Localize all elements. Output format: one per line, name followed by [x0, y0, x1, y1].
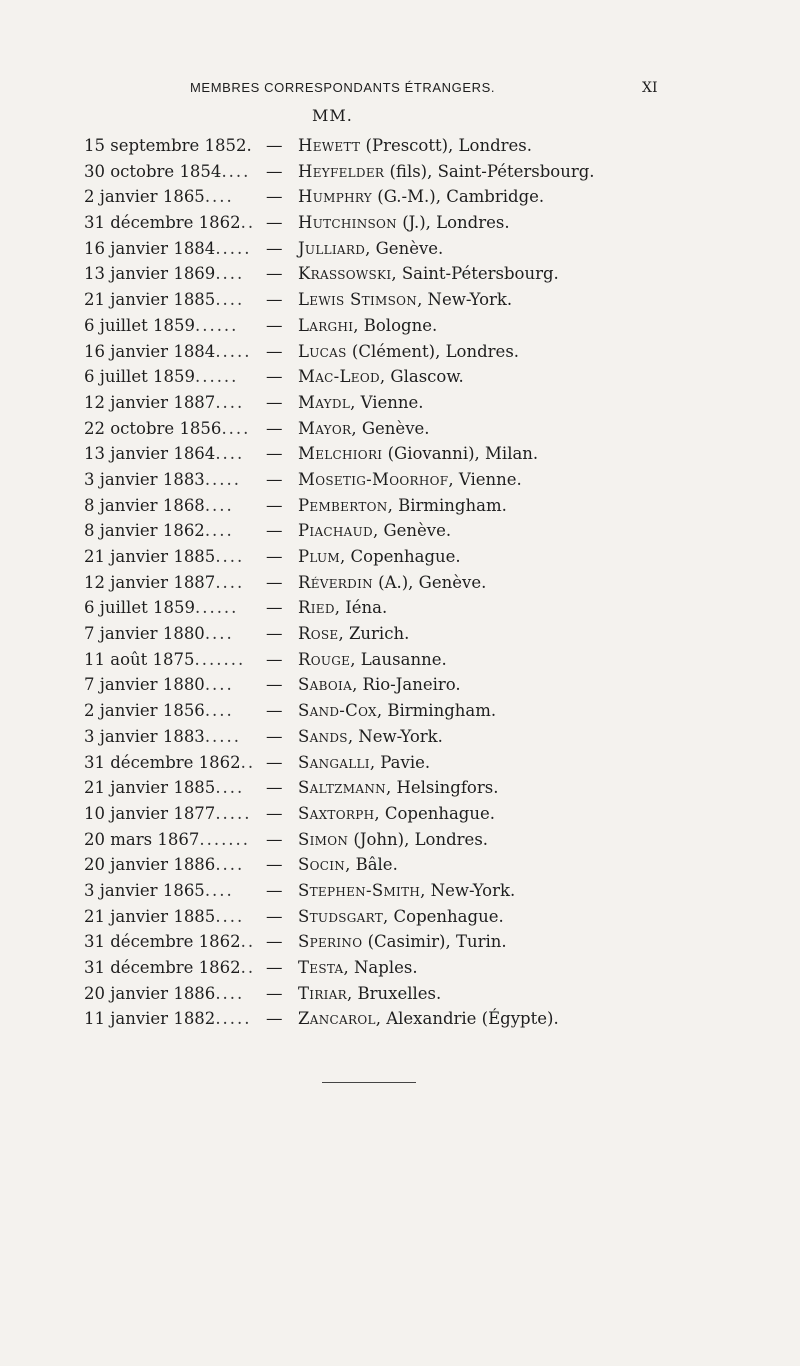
dot-leader: .... [221, 161, 251, 181]
member-details: , Copenhague. [340, 547, 461, 566]
election-date [84, 213, 259, 232]
member-surname: Mayor [298, 418, 352, 438]
election-date [84, 496, 259, 515]
dot-leader: ..... [215, 341, 252, 361]
member-name [298, 701, 496, 720]
dot-leader: .. [240, 752, 256, 772]
member-name [298, 419, 430, 438]
member-details: , Bâle. [345, 855, 398, 875]
election-date [84, 984, 259, 1003]
election-date [84, 778, 259, 797]
member-details: , Birmingham. [387, 495, 507, 515]
election-date-text: 10 janvier 1877 [84, 803, 216, 823]
em-dash: — [266, 752, 283, 772]
election-date [84, 830, 259, 849]
election-date-text: 2 janvier 1856 [84, 701, 205, 721]
member-entry [0, 932, 800, 958]
dot-leader: .... [215, 983, 245, 1003]
election-date-text: 13 janvier 1864 [84, 444, 216, 464]
member-surname: Saxtorph [298, 803, 375, 823]
em-dash: — [266, 701, 283, 721]
election-date [84, 521, 259, 540]
em-dash: — [266, 572, 283, 592]
member-details: (A.), Genève. [372, 572, 487, 592]
dot-leader: ..... [204, 726, 242, 746]
member-details: , Naples. [343, 958, 418, 977]
em-dash: — [266, 778, 283, 798]
member-name [298, 804, 495, 823]
member-surname: Julliard [298, 238, 366, 258]
member-entry [0, 239, 800, 265]
member-name [298, 984, 441, 1003]
dot-leader: .... [204, 880, 234, 900]
member-name [298, 316, 437, 335]
member-details: , Copenhague. [374, 803, 496, 823]
dot-leader: .. [240, 958, 256, 977]
member-entry [0, 444, 800, 470]
dot-leader: .... [215, 392, 245, 412]
election-date-text: 6 juillet 1859 [84, 598, 195, 618]
election-date [84, 239, 259, 258]
member-entry [0, 342, 800, 368]
member-name [298, 264, 559, 283]
member-details: , Pavie. [369, 752, 431, 772]
member-name [298, 650, 447, 669]
member-entry [0, 367, 800, 393]
dot-leader: ...... [194, 367, 239, 387]
election-date [84, 187, 259, 206]
member-details: (fils), Saint-Pétersbourg. [384, 161, 595, 181]
member-entry [0, 881, 800, 907]
member-details: , Genève. [351, 418, 430, 438]
member-details: , Helsingfors. [385, 778, 499, 798]
member-entry [0, 675, 800, 701]
member-details: , Copenhague. [383, 906, 504, 926]
dot-leader: .... [215, 444, 245, 464]
member-surname: Hutchinson [298, 213, 397, 233]
election-date [84, 598, 259, 617]
member-surname: Piachaud [298, 521, 373, 541]
em-dash: — [266, 803, 283, 823]
member-entry [0, 290, 800, 316]
em-dash: — [266, 1009, 283, 1029]
election-date [84, 804, 259, 823]
member-entry [0, 136, 800, 162]
member-details: , Vienne. [448, 469, 522, 489]
member-name [298, 290, 512, 309]
dot-leader: .... [215, 290, 245, 310]
em-dash: — [266, 726, 283, 746]
election-date-text: 12 janvier 1887 [84, 392, 216, 412]
election-date [84, 907, 259, 926]
member-name [298, 907, 504, 926]
member-details: , Bologne. [353, 315, 438, 335]
em-dash: — [266, 444, 283, 464]
election-date [84, 393, 259, 412]
member-details: (Casimir), Turin. [362, 932, 507, 952]
member-surname: Ried [298, 598, 335, 618]
member-details: , Saint-Pétersbourg. [391, 264, 559, 284]
dot-leader: ....... [199, 829, 251, 849]
member-entry [0, 547, 800, 573]
member-surname: Tiriar [298, 983, 348, 1003]
member-details: (Clément), Londres. [346, 341, 520, 361]
member-entry [0, 419, 800, 445]
member-surname: Melchiori [298, 444, 383, 464]
member-surname: Lewis Stimson [298, 290, 418, 310]
election-date [84, 650, 259, 669]
dot-leader: .... [204, 624, 234, 644]
election-date-text: 21 janvier 1885 [84, 290, 216, 310]
member-surname: Mosetig-Moorhof [298, 469, 449, 489]
member-name [298, 753, 430, 772]
em-dash: — [266, 958, 283, 977]
member-entry [0, 316, 800, 342]
member-surname: Stephen-Smith [298, 880, 421, 900]
running-header [0, 80, 800, 100]
em-dash: — [266, 906, 283, 926]
em-dash: — [266, 880, 283, 900]
em-dash: — [266, 983, 283, 1003]
member-name [298, 470, 522, 489]
election-date [84, 290, 259, 309]
member-entry [0, 393, 800, 419]
dot-leader: .... [204, 521, 234, 541]
member-surname: Zancarol [298, 1009, 376, 1029]
em-dash: — [266, 418, 283, 438]
member-entry [0, 701, 800, 727]
election-date [84, 855, 259, 874]
member-surname: Humphry [298, 187, 373, 207]
member-name [298, 239, 443, 258]
dot-leader: ...... [194, 315, 239, 335]
member-surname: Maydl [298, 392, 351, 412]
em-dash: — [266, 264, 283, 284]
dot-leader: .... [215, 547, 245, 566]
member-surname: Socin [298, 855, 346, 875]
member-name [298, 547, 461, 566]
member-name [298, 162, 595, 181]
member-name [298, 598, 387, 617]
election-date [84, 1009, 259, 1028]
member-name [298, 521, 451, 540]
election-date-text: 20 mars 1867 [84, 829, 200, 849]
member-entry [0, 187, 800, 213]
member-entry [0, 753, 800, 779]
election-date [84, 573, 259, 592]
member-surname: Simon [298, 829, 349, 849]
member-entry [0, 855, 800, 881]
election-date-text: 12 janvier 1887 [84, 572, 216, 592]
member-surname: Sangalli [298, 752, 370, 772]
member-surname: Studsgart [298, 906, 384, 926]
election-date [84, 342, 259, 361]
member-surname: Lucas [298, 341, 347, 361]
member-details: , Zurich. [338, 624, 410, 644]
member-name [298, 573, 486, 592]
election-date-text: 31 décembre 1862 [84, 958, 241, 977]
member-entry [0, 907, 800, 933]
em-dash: — [266, 855, 283, 875]
member-entry [0, 804, 800, 830]
member-name [298, 136, 532, 155]
member-name [298, 958, 418, 977]
em-dash: — [266, 624, 283, 644]
em-dash: — [266, 675, 283, 695]
member-name [298, 675, 461, 694]
election-date [84, 162, 259, 181]
election-date-text: 11 janvier 1882 [84, 1009, 216, 1029]
election-date [84, 444, 259, 463]
election-date-text: 21 janvier 1885 [84, 778, 216, 798]
dot-leader: .... [215, 264, 245, 284]
election-date [84, 367, 259, 386]
em-dash: — [266, 829, 283, 849]
election-date [84, 470, 259, 489]
election-date [84, 547, 259, 566]
member-entry [0, 624, 800, 650]
em-dash: — [266, 547, 283, 566]
member-surname: Hewett [298, 136, 361, 155]
member-details: , Bruxelles. [347, 983, 442, 1003]
election-date [84, 881, 259, 900]
election-date [84, 701, 259, 720]
member-details: , Glascow. [379, 367, 464, 387]
member-surname: Krassowski [298, 264, 392, 284]
member-surname: Réverdin [298, 572, 373, 592]
member-entry [0, 1009, 800, 1035]
dot-leader: .... [204, 187, 234, 207]
member-entry [0, 573, 800, 599]
closing-rule [322, 1082, 416, 1083]
member-list [0, 136, 800, 1035]
election-date [84, 753, 259, 772]
member-surname: Sand-Cox [298, 701, 377, 721]
member-name [298, 932, 507, 951]
member-surname: Sands [298, 726, 348, 746]
dot-leader: .. [240, 932, 256, 952]
election-date-text: 31 décembre 1862 [84, 932, 241, 952]
em-dash: — [266, 598, 283, 618]
em-dash: — [266, 187, 283, 207]
dot-leader: .... [221, 418, 251, 438]
member-name [298, 342, 519, 361]
election-date-text: 8 janvier 1862 [84, 521, 205, 541]
dot-leader: .... [215, 572, 245, 592]
member-name [298, 367, 464, 386]
election-date [84, 958, 259, 977]
election-date [84, 136, 259, 155]
member-surname: Larghi [298, 315, 354, 335]
member-name [298, 444, 538, 463]
election-date-text: 15 septembre 1852. [84, 136, 252, 155]
dot-leader: .... [204, 675, 234, 695]
member-name [298, 624, 409, 643]
election-date [84, 932, 259, 951]
member-surname: Saltzmann [298, 778, 386, 798]
election-date-text: 2 janvier 1865 [84, 187, 205, 207]
em-dash: — [266, 136, 283, 155]
member-surname: Plum [298, 547, 341, 566]
member-surname: Rouge [298, 649, 351, 669]
salutation: MM. [312, 106, 353, 125]
member-details: , Birmingham. [376, 701, 497, 721]
member-entry [0, 470, 800, 496]
member-details: , New-York. [347, 726, 443, 746]
member-surname: Testa [298, 958, 344, 977]
election-date-text: 6 juillet 1859 [84, 367, 195, 387]
em-dash: — [266, 238, 283, 258]
em-dash: — [266, 161, 283, 181]
member-details: , Genève. [372, 521, 452, 541]
member-details: , Vienne. [350, 392, 424, 412]
dot-leader: ..... [215, 803, 252, 823]
member-details: , Rio-Janeiro. [352, 675, 461, 695]
member-name [298, 496, 507, 515]
election-date [84, 264, 259, 283]
member-surname: Saboia [298, 675, 353, 695]
member-name [298, 1009, 559, 1028]
dot-leader: ....... [194, 649, 246, 669]
election-date-text: 3 janvier 1883 [84, 726, 205, 746]
dot-leader: .... [204, 701, 234, 721]
member-details: (J.), Londres. [396, 213, 510, 233]
em-dash: — [266, 469, 283, 489]
election-date-text: 16 janvier 1884 [84, 238, 216, 258]
dot-leader: ..... [215, 238, 252, 258]
member-name [298, 187, 544, 206]
member-surname: Mac-Leod [298, 367, 380, 387]
member-entry [0, 778, 800, 804]
election-date-text: 7 janvier 1880 [84, 624, 205, 644]
dot-leader: ..... [204, 469, 242, 489]
election-date-text: 22 octobre 1856 [84, 418, 222, 438]
member-entry [0, 521, 800, 547]
member-entry [0, 958, 800, 984]
member-details: (G.-M.), Cambridge. [372, 187, 545, 207]
election-date-text: 3 janvier 1865 [84, 880, 205, 900]
election-date [84, 316, 259, 335]
election-date-text: 8 janvier 1868 [84, 495, 205, 515]
member-details: , Iéna. [334, 598, 388, 618]
election-date [84, 624, 259, 643]
election-date-text: 7 janvier 1880 [84, 675, 205, 695]
member-name [298, 393, 424, 412]
member-surname: Rose [298, 624, 339, 644]
election-date-text: 11 août 1875 [84, 649, 195, 669]
dot-leader: .. [240, 213, 256, 233]
member-entry [0, 830, 800, 856]
dot-leader: .... [215, 855, 245, 875]
member-entry [0, 984, 800, 1010]
member-name [298, 213, 510, 232]
election-date-text: 16 janvier 1884 [84, 341, 216, 361]
page-number: XI [642, 80, 658, 96]
em-dash: — [266, 392, 283, 412]
dot-leader: ...... [194, 598, 239, 618]
member-entry [0, 496, 800, 522]
member-surname: Sperino [298, 932, 363, 952]
election-date-text: 6 juillet 1859 [84, 315, 195, 335]
member-entry [0, 162, 800, 188]
member-name [298, 778, 498, 797]
member-details: (John), Londres. [348, 829, 489, 849]
member-entry [0, 650, 800, 676]
member-entry [0, 213, 800, 239]
member-name [298, 830, 488, 849]
member-details: , Lausanne. [350, 649, 447, 669]
election-date-text: 21 janvier 1885 [84, 547, 216, 566]
em-dash: — [266, 341, 283, 361]
election-date [84, 419, 259, 438]
em-dash: — [266, 367, 283, 387]
election-date-text: 31 décembre 1862 [84, 752, 241, 772]
election-date-text: 20 janvier 1886 [84, 855, 216, 875]
em-dash: — [266, 290, 283, 310]
member-name [298, 881, 515, 900]
member-details: , New-York. [420, 880, 516, 900]
member-entry [0, 727, 800, 753]
election-date [84, 727, 259, 746]
election-date-text: 13 janvier 1869 [84, 264, 216, 284]
member-entry [0, 264, 800, 290]
dot-leader: .... [215, 906, 245, 926]
dot-leader: .... [204, 495, 234, 515]
election-date-text: 30 octobre 1854 [84, 161, 222, 181]
em-dash: — [266, 495, 283, 515]
em-dash: — [266, 932, 283, 952]
election-date-text: 3 janvier 1883 [84, 469, 205, 489]
dot-leader: ..... [215, 1009, 252, 1029]
member-details: , Alexandrie (Égypte). [375, 1009, 559, 1029]
member-surname: Pemberton [298, 495, 388, 515]
member-details: (Prescott), Londres. [360, 136, 532, 155]
em-dash: — [266, 315, 283, 335]
member-details: , Genève. [365, 238, 444, 258]
member-surname: Heyfelder [298, 161, 385, 181]
member-name [298, 727, 443, 746]
em-dash: — [266, 521, 283, 541]
election-date-text: 20 janvier 1886 [84, 983, 216, 1003]
member-details: , New-York. [417, 290, 513, 310]
dot-leader: .... [215, 778, 245, 798]
election-date-text: 21 janvier 1885 [84, 906, 216, 926]
member-entry [0, 598, 800, 624]
election-date-text: 31 décembre 1862 [84, 213, 241, 233]
member-details: (Giovanni), Milan. [382, 444, 539, 464]
em-dash: — [266, 649, 283, 669]
election-date [84, 675, 259, 694]
member-name [298, 855, 398, 874]
header-title: MEMBRES CORRESPONDANTS ÉTRANGERS. [190, 80, 496, 95]
em-dash: — [266, 213, 283, 233]
